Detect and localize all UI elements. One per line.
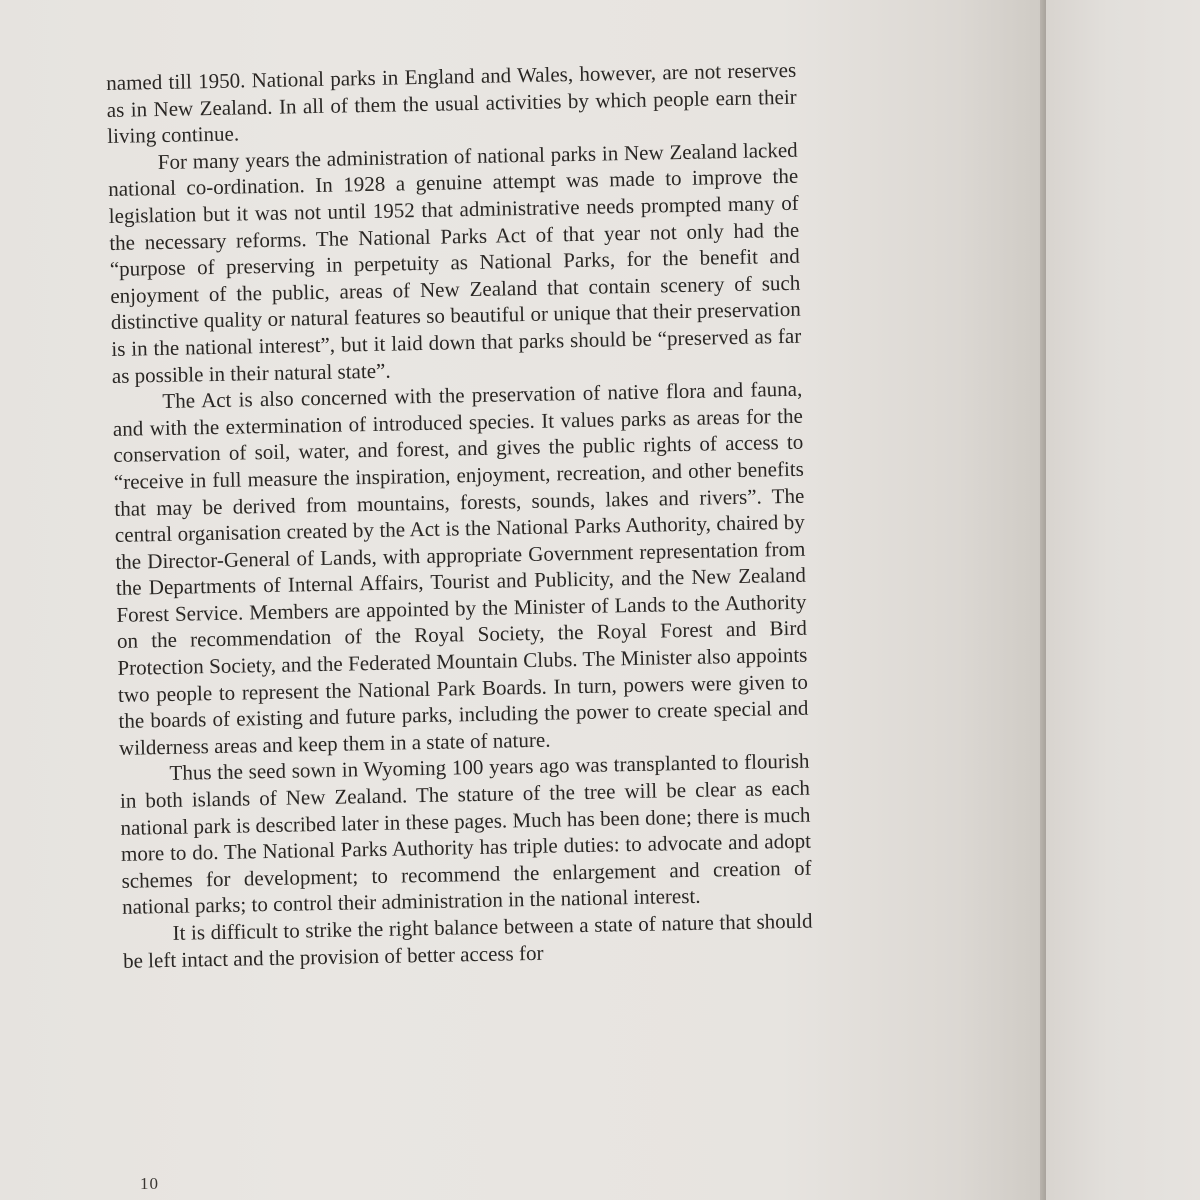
facing-page: [1046, 0, 1200, 1200]
paragraph-administration: For many years the administration of national parks in New Zealand lacked national co-ordination. In 1928 a genuine attempt was made to improve the legislation but it was not until 1952 that administrative needs prompted many of the necessary reforms. The National Parks Act of that year not only had the “purpose of preserving in perpetuity as National Parks, for the benefit and enjoyment of the public, areas of New Zealand that contain scenery of such distinctive quality or natural features so beautiful or unique that their preservation is in the national interest”, but it laid down that parks should be “preserved as far as possible in their natural state”.: [108, 137, 802, 388]
paragraph-act: The Act is also concerned with the preservation of native flora and fauna, and with the extermination of introduced species. It values parks as areas for the conservation of soil, water, and forest, and gives the public rights of access to “receive in full measure the inspiration, enjoyment, recreation, and other benefits that may be derived from mountains, forests, sounds, lakes and rivers”. The central organisation created by the Act is the National Parks Authority, chaired by the Director-General of Lands, with appropriate Government representation from the Departments of Internal Affairs, Tourist and Publicity, and the New Zealand Forest Service. Members are appointed by the Minister of Lands to the Authority on the recommendation of the Royal Society, the Royal Forest and Bird Protection Society, and the Federated Mountain Clubs. The Minister also appoints two people to represent the National Park Boards. In turn, powers were given to the boards of existing and future parks, including the power to create special and wilderness areas and keep them in a state of nature.: [112, 376, 809, 760]
paragraph-continuation: named till 1950. National parks in England and Wales, however, are not reserves as in New Zealand. In all of them the usual activities by which people earn their living continue.: [106, 57, 797, 149]
paragraph-balance: It is difficult to strike the right balance between a state of nature that should be left intact and the provision of better access for: [122, 908, 813, 973]
page-number: 10: [140, 1174, 159, 1193]
body-text: [106, 57, 813, 974]
paragraph-wyoming: Thus the seed sown in Wyoming 100 years ago was transplanted to flourish in both islands of New Zealand. The stature of the tree will be clear as each national park is described later in these pages. Much has been done; there is much more to do. The National Parks Authority has triple duties: to advocate and adopt schemes for development; to recommend the enlargement and creation of national parks; to control their administration in the national interest.: [119, 749, 812, 920]
